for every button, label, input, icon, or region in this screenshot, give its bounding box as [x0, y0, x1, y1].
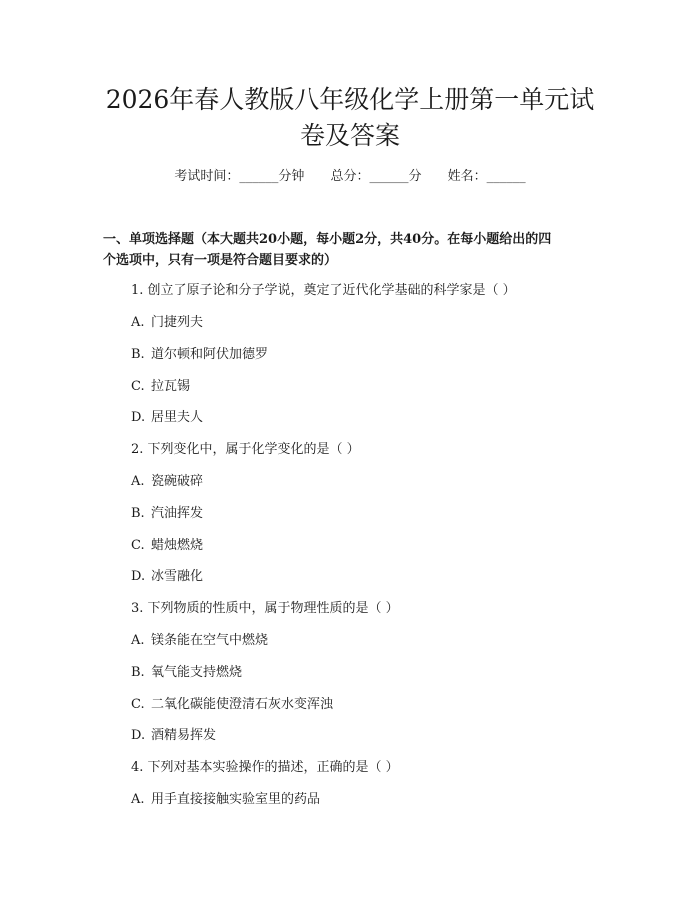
- option-text: 二氧化碳能使澄清石灰水变浑浊: [151, 697, 334, 712]
- option-text: 居里夫人: [151, 410, 204, 425]
- question-stem: 4. 下列对基本实验操作的描述，正确的是（ ）: [131, 760, 399, 775]
- option-letter: A.: [131, 315, 145, 330]
- answer-option: [131, 632, 268, 650]
- option-text: 拉瓦锡: [151, 379, 191, 394]
- option-letter: C.: [131, 697, 145, 712]
- answer-option: [131, 314, 203, 332]
- option-text: 酒精易挥发: [151, 728, 217, 743]
- answer-option: [131, 537, 203, 555]
- exam-title-line-1: 2026年春人教版八年级化学上册第一单元试: [105, 85, 595, 114]
- section-heading-line-1: 一、单项选择题（本大题共20小题，每小题2分，共40分。在每小题给出的四: [103, 232, 552, 247]
- option-text: 汽油挥发: [151, 506, 204, 521]
- exam-meta: [0, 166, 700, 188]
- option-text: 瓷碗破碎: [151, 474, 204, 489]
- option-letter: C.: [131, 538, 145, 553]
- answer-option: [131, 346, 268, 364]
- answer-option: [131, 664, 242, 682]
- option-text: 镁条能在空气中燃烧: [151, 633, 269, 648]
- question-stem: 2. 下列变化中，属于化学变化的是（ ）: [131, 442, 360, 457]
- answer-option: [131, 505, 203, 523]
- option-letter: B.: [131, 347, 145, 362]
- option-letter: A.: [131, 633, 145, 648]
- option-letter: A.: [131, 474, 145, 489]
- section-heading-line-2: 个选项中，只有一项是符合题目要求的）: [103, 253, 338, 268]
- answer-option: [131, 791, 320, 809]
- option-text: 冰雪融化: [151, 569, 204, 584]
- answer-option: [131, 473, 203, 491]
- option-letter: C.: [131, 379, 145, 394]
- question-stem: 3. 下列物质的性质中，属于物理性质的是（ ）: [131, 601, 399, 616]
- option-letter: A.: [131, 792, 145, 807]
- option-letter: D.: [131, 728, 146, 743]
- answer-option: [131, 568, 203, 586]
- option-letter: D.: [131, 569, 146, 584]
- option-letter: B.: [131, 665, 145, 680]
- answer-option: [131, 696, 333, 714]
- answer-option: [131, 727, 216, 745]
- answer-option: [131, 378, 190, 396]
- option-letter: D.: [131, 410, 146, 425]
- option-text: 用手直接接触实验室里的药品: [151, 792, 321, 807]
- name-field: 姓名：______: [447, 169, 526, 184]
- answer-option: [131, 409, 203, 427]
- option-letter: B.: [131, 506, 145, 521]
- option-text: 门捷列夫: [151, 315, 204, 330]
- option-text: 氧气能支持燃烧: [151, 665, 243, 680]
- total-score-field: 总分：______分: [330, 169, 422, 184]
- option-text: 蜡烛燃烧: [151, 538, 204, 553]
- option-text: 道尔顿和阿伏加德罗: [151, 347, 269, 362]
- exam-title-line-2: 卷及答案: [299, 121, 400, 150]
- question-stem: 1. 创立了原子论和分子学说，奠定了近代化学基础的科学家是（ ）: [131, 283, 516, 298]
- exam-time-field: 考试时间：______分钟: [174, 169, 305, 184]
